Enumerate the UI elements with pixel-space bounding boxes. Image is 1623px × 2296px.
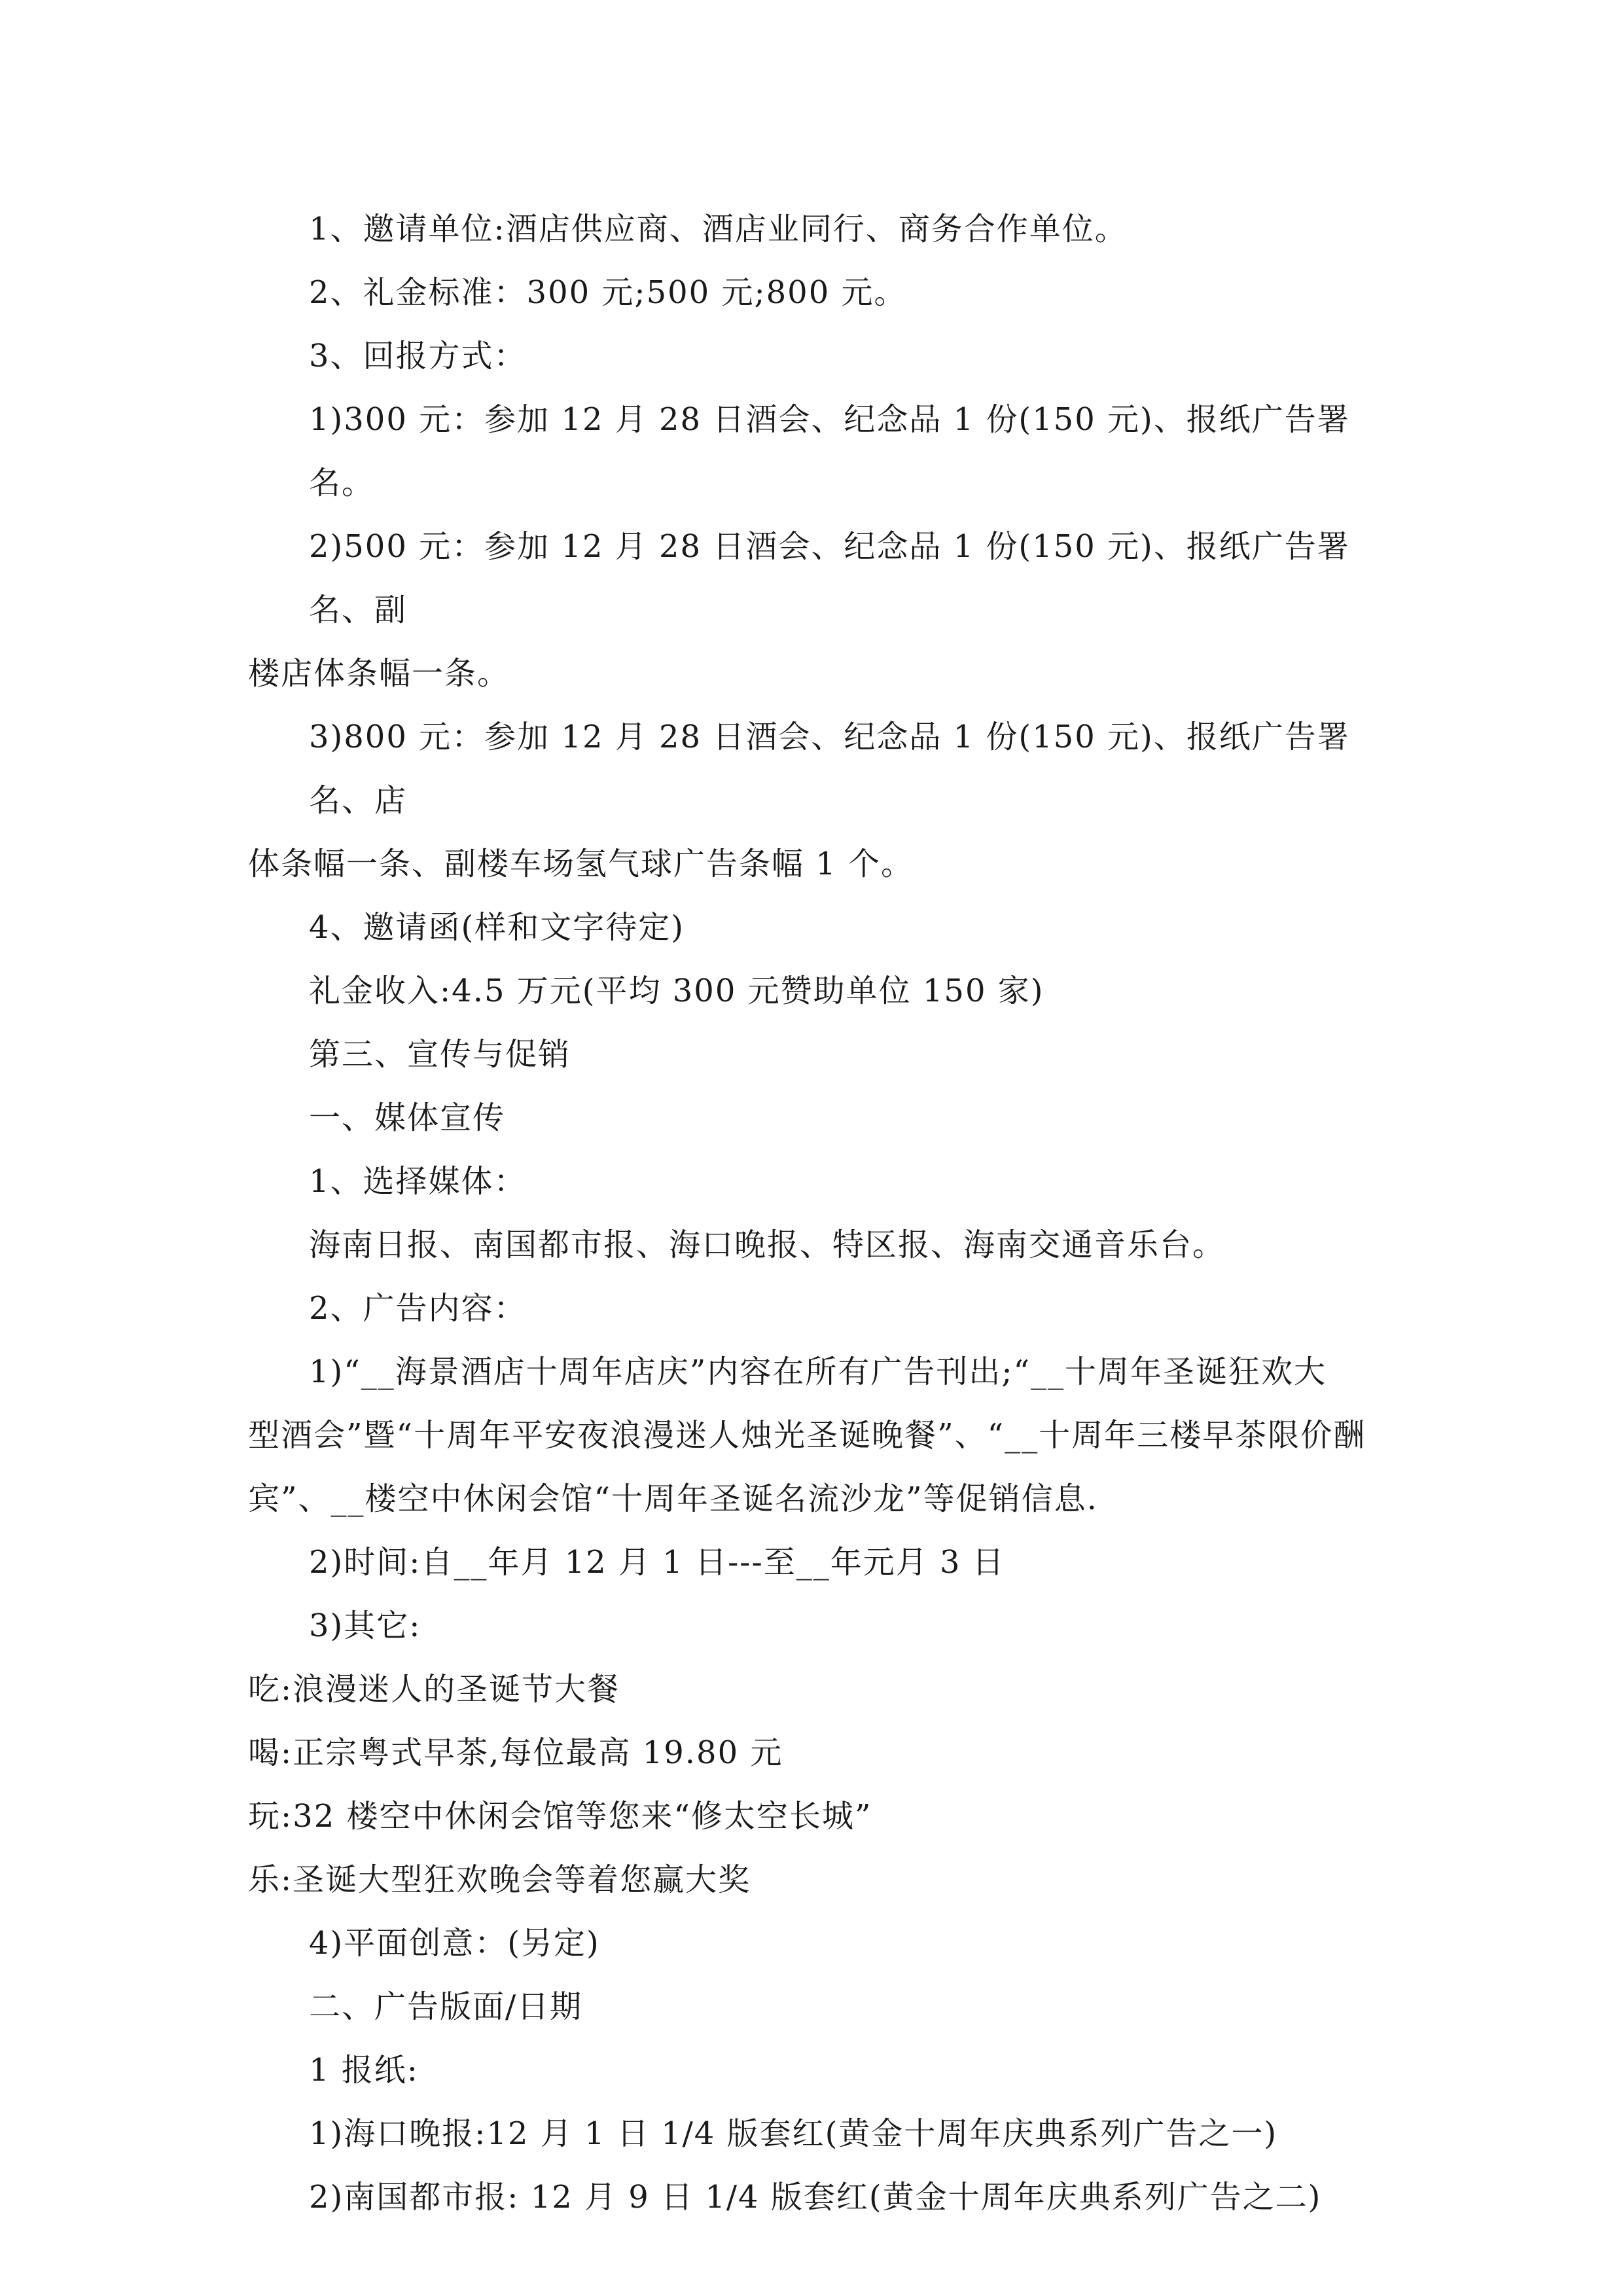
document-body	[248, 198, 1382, 2229]
text-line: 4、邀请函(样和文字待定)	[309, 909, 685, 946]
text-line: 乐:圣诞大型狂欢晚会等着您赢大奖	[248, 1861, 751, 1898]
graphic-idea-line	[309, 1912, 1382, 1975]
text-line: 2)500 元：参加 12 月 28 日酒会、纪念品 1 份(150 元)、报纸广告署名、副	[309, 528, 1350, 628]
text-line: 4)平面创意：(另定)	[309, 1925, 600, 1962]
ad-content-line-3	[248, 1467, 1382, 1531]
text-line: 2)南国都市报: 12 月 9 日 1/4 版套红(黄金十周年庆典系列广告之二)	[309, 2179, 1322, 2215]
text-line: 一、媒体宣传	[309, 1100, 506, 1136]
text-line: 第三、宣传与促销	[309, 1036, 571, 1073]
text-line: 3、回报方式：	[309, 338, 527, 374]
text-line: 2、礼金标准：300 元;500 元;800 元。	[309, 274, 907, 311]
gift-standard-line	[309, 261, 1382, 325]
tier-500-line-2	[248, 642, 1382, 706]
gift-income-line	[309, 960, 1382, 1023]
invite-units-line	[309, 198, 1382, 261]
eat-line	[248, 1658, 1382, 1721]
southern-metro-line	[309, 2166, 1382, 2229]
text-line: 1、邀请单位:酒店供应商、酒店业同行、商务合作单位。	[309, 211, 1128, 247]
drink-line	[248, 1721, 1382, 1785]
text-line: 二、广告版面/日期	[309, 1988, 583, 2025]
ad-layout-heading	[309, 1975, 1382, 2039]
text-line: 喝:正宗粤式早茶,每位最高 19.80 元	[248, 1734, 783, 1771]
ad-content-line-2	[248, 1404, 1382, 1467]
other-heading	[309, 1594, 1382, 1658]
text-line: 吃:浪漫迷人的圣诞节大餐	[248, 1671, 620, 1708]
text-line: 型酒会”暨“十周年平安夜浪漫迷人烛光圣诞晚餐”、“__十周年三楼早茶限价酬	[248, 1417, 1366, 1454]
text-line: 体条幅一条、副楼车场氢气球广告条幅 1 个。	[248, 846, 914, 882]
tier-500-line-1	[309, 515, 1382, 642]
text-line: 1)300 元：参加 12 月 28 日酒会、纪念品 1 份(150 元)、报纸广告署名。	[309, 401, 1350, 501]
tier-300-line	[309, 388, 1382, 515]
text-line: 3)800 元：参加 12 月 28 日酒会、纪念品 1 份(150 元)、报纸广告署名、店	[309, 719, 1350, 819]
tier-800-line-1	[309, 706, 1382, 833]
tier-500-paragraph	[248, 515, 1382, 706]
time-line	[309, 1531, 1382, 1594]
text-line: 海南日报、南国都市报、海口晚报、特区报、海南交通音乐台。	[309, 1227, 1226, 1263]
text-line: 楼店体条幅一条。	[248, 655, 510, 692]
haikou-evening-line	[309, 2102, 1382, 2166]
tier-800-line-2	[248, 833, 1382, 896]
text-line: 1 报纸:	[309, 2052, 419, 2089]
text-line: 宾”、__楼空中休闲会馆“十周年圣诞名流沙龙”等促销信息.	[248, 1480, 1098, 1517]
invitation-line	[309, 896, 1382, 960]
section-three-heading	[309, 1023, 1382, 1086]
media-list-line	[309, 1213, 1382, 1277]
ad-content-heading	[309, 1277, 1382, 1340]
text-line: 1)海口晚报:12 月 1 日 1/4 版套红(黄金十周年庆典系列广告之一)	[309, 2115, 1278, 2152]
return-method-heading	[309, 325, 1382, 388]
text-line: 1、选择媒体：	[309, 1163, 527, 1200]
media-promotion-heading	[309, 1086, 1382, 1150]
fun-line	[248, 1848, 1382, 1912]
text-line: 2)时间:自__年月 12 月 1 日---至__年元月 3 日	[309, 1544, 1005, 1581]
tier-800-paragraph	[248, 706, 1382, 896]
text-line: 玩:32 楼空中休闲会馆等您来“修太空长城”	[248, 1798, 872, 1835]
ad-content-line-1	[309, 1340, 1382, 1404]
ad-content-paragraph	[248, 1340, 1382, 1531]
text-line: 礼金收入:4.5 万元(平均 300 元赞助单位 150 家)	[309, 973, 1044, 1009]
newspaper-heading	[309, 2039, 1382, 2102]
text-line: 1)“__海景酒店十周年店庆”内容在所有广告刊出;“__十周年圣诞狂欢大	[309, 1354, 1327, 1390]
text-line: 2、广告内容：	[309, 1290, 527, 1327]
play-line	[248, 1785, 1382, 1848]
select-media-heading	[309, 1150, 1382, 1213]
text-line: 3)其它:	[309, 1607, 421, 1644]
